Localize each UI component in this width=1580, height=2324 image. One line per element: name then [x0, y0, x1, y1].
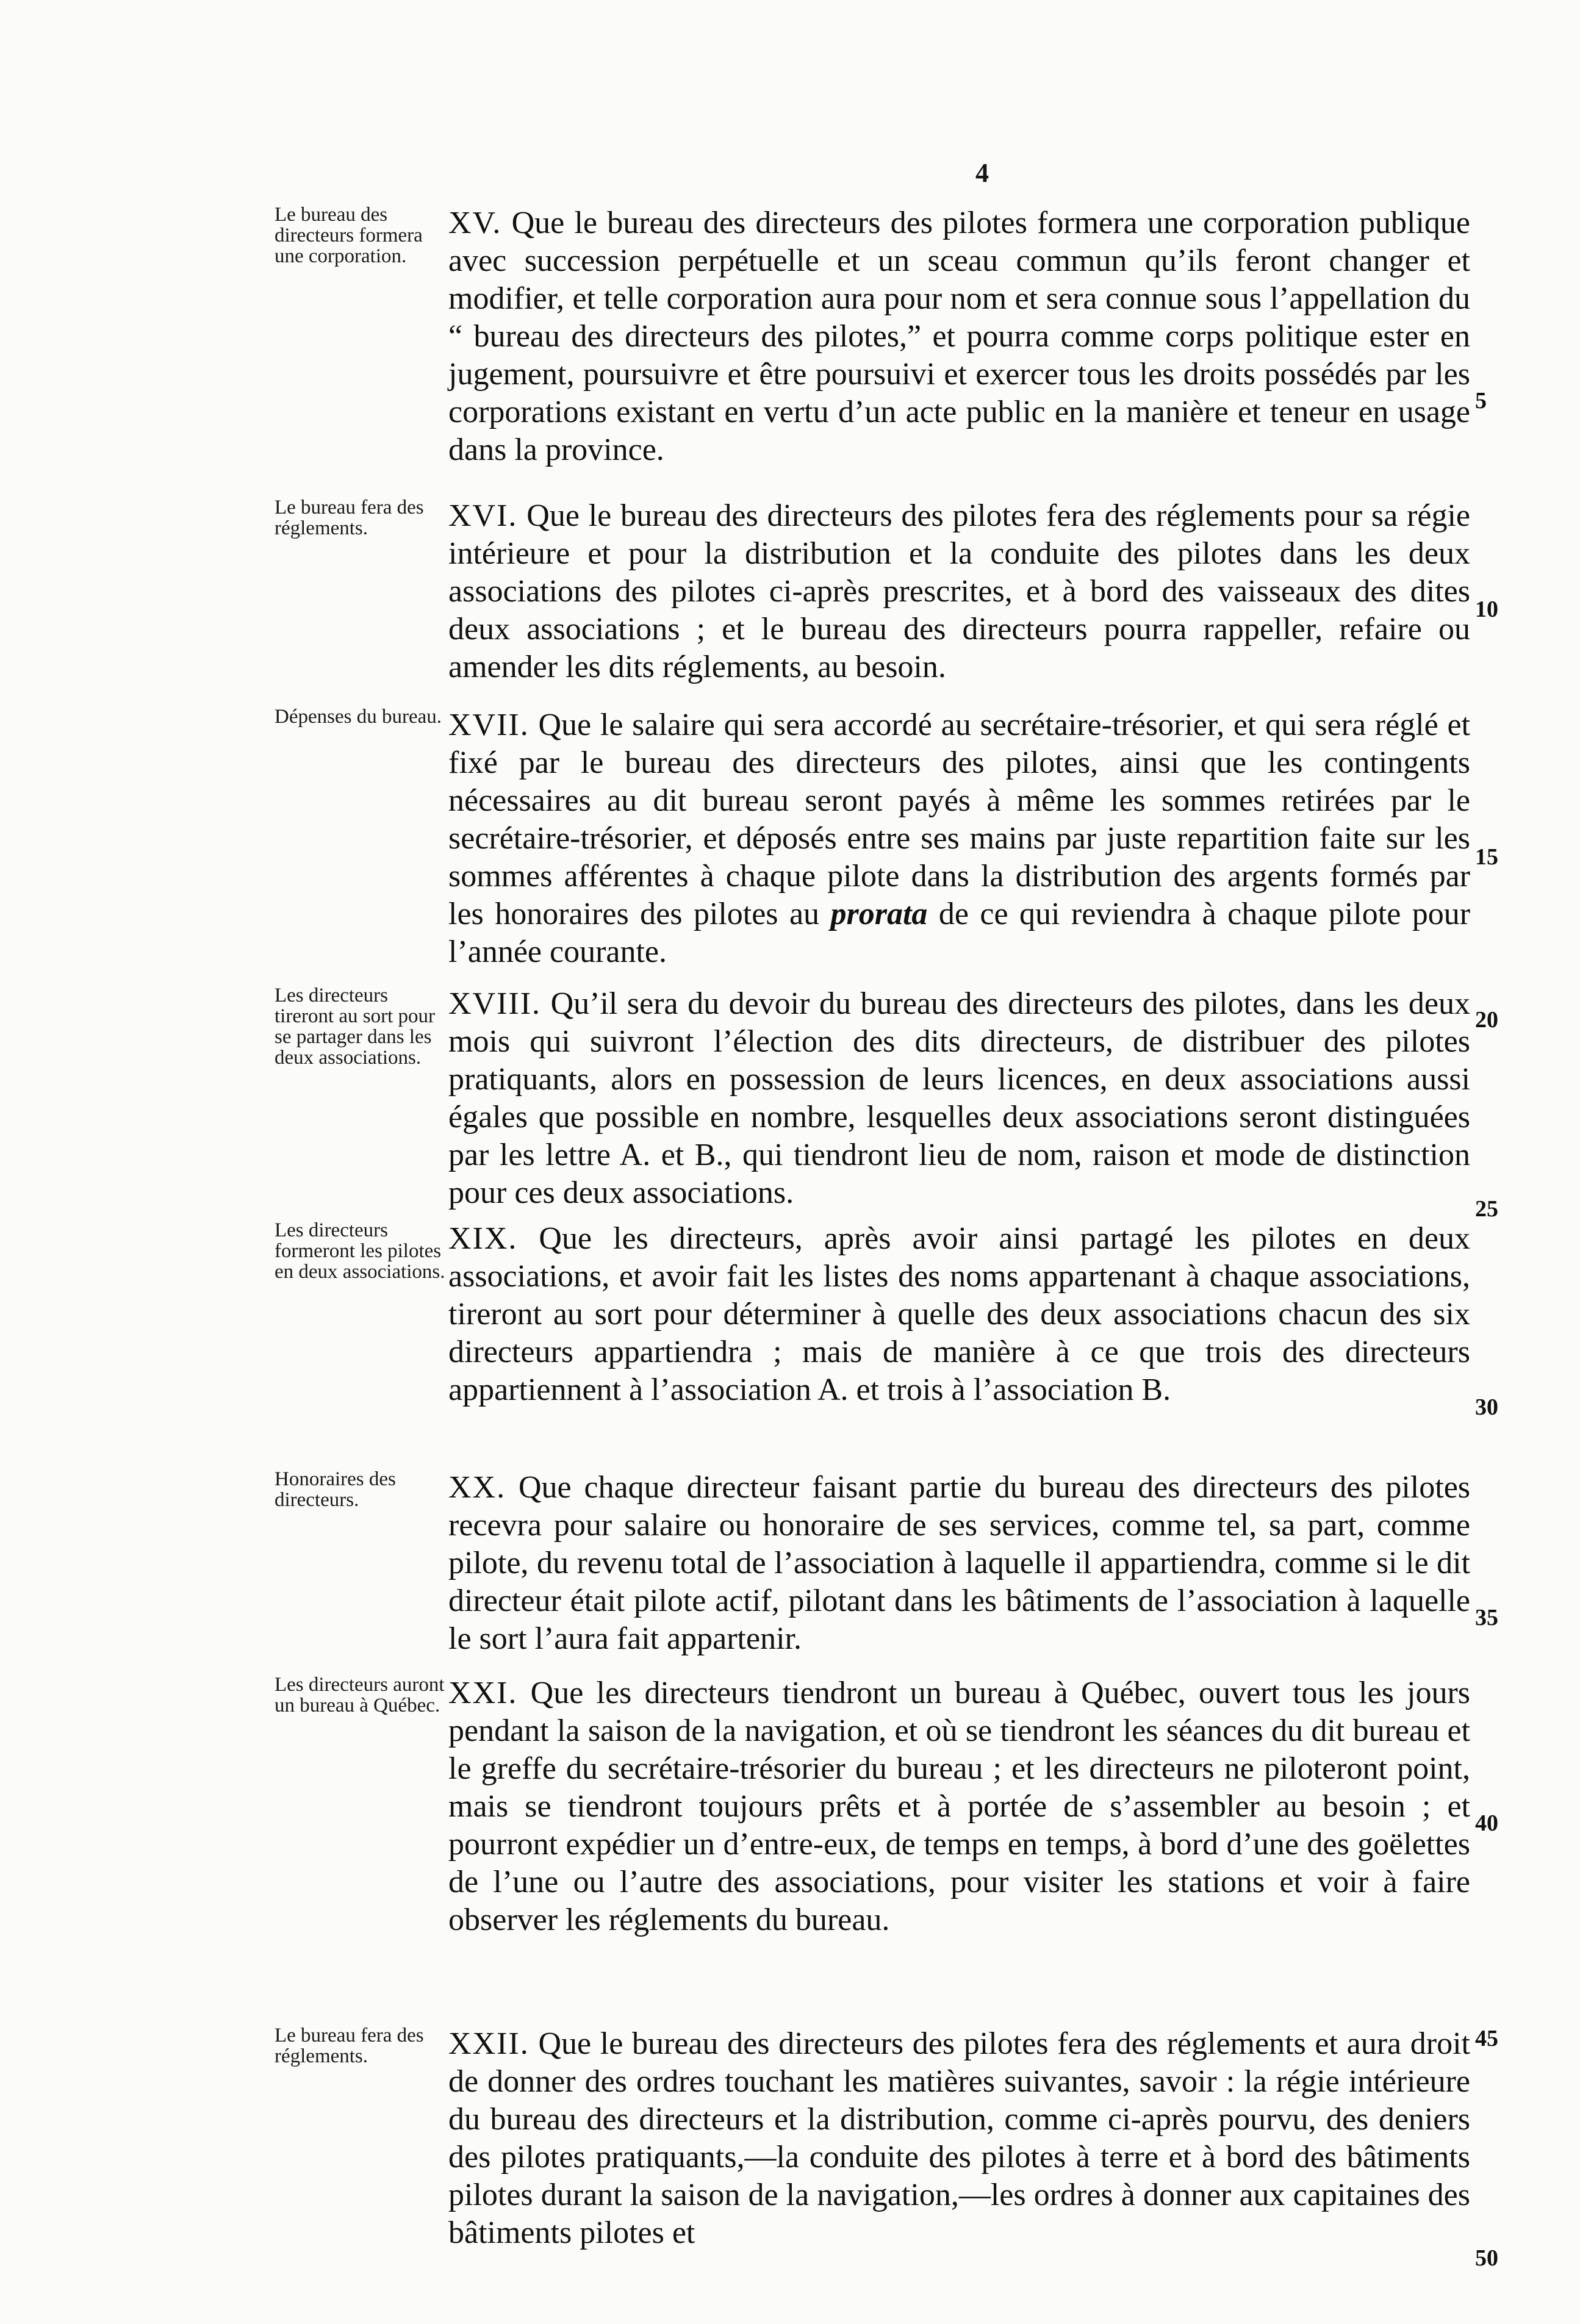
- margin-note: Les directeurs formeront les pilotes en deux associations.: [275, 1219, 445, 1283]
- margin-note: Les directeurs tireront au sort pour se partager dans les deux associations.: [275, 984, 436, 1069]
- line-number: 15: [1475, 844, 1498, 870]
- line-number: 40: [1475, 1810, 1498, 1836]
- section-number: XV.: [448, 206, 502, 240]
- section-body-start: Que le salaire qui sera accordé au secrétaire-trésorier, et qui sera réglé et fixé par le bureau des directeurs des pilotes, ainsi que les contingents nécessaires au dit bureau seront payés à même les sommes retirées par le secrétaire-trésorier, et déposés entre ses mains par juste repartition faite sur les sommes afférentes à chaque pilote dans la distribution des argents formés par les honoraires des pilotes au: [448, 708, 1470, 931]
- margin-note: Le bureau des directeurs formera une corporation.: [275, 204, 423, 267]
- section-body: Que le bureau des directeurs des pilotes fera des réglements pour sa régie intérieure et pour la distribution et la conduite des pilotes dans les deux associations des pilotes ci-après prescrites, et à bord des vaisseaux des dites deux associations ; et le bureau des directeurs pourra rappeller, refaire ou amender les dits réglements, au besoin.: [448, 498, 1471, 684]
- line-number: 10: [1475, 597, 1498, 622]
- section-number: XVIII.: [448, 986, 542, 1021]
- section-number: XIX.: [448, 1221, 518, 1256]
- line-number: 35: [1475, 1605, 1498, 1630]
- line-number: 5: [1475, 388, 1487, 414]
- section-text: [448, 1220, 1470, 1409]
- section-body: Que les directeurs, après avoir ainsi partagé les pilotes en deux associations, et avoir fait les listes des noms appartenant à chaque associations, tireront au sort pour déterminer à quelle des deux associations chacun des six directeurs appartiendra ; mais de manière à ce que trois des directeurs appartiennent à l’association A. et trois à l’association B.: [448, 1221, 1470, 1407]
- margin-note: Les directeurs auront un bureau à Québec.: [275, 1674, 445, 1716]
- section-number: XXII.: [448, 2026, 530, 2061]
- section-number: XVII.: [448, 708, 530, 742]
- section-text: [448, 706, 1470, 971]
- line-number: 20: [1475, 1007, 1498, 1033]
- section-text: [448, 2025, 1470, 2252]
- margin-note: Honoraires des directeurs.: [275, 1468, 396, 1511]
- section-body: Qu’il sera du devoir du bureau des directeurs des pilotes, dans les deux mois qui suivront l’élection des dits directeurs, de distribuer des pilotes pratiquants, alors en possession de leurs licences, en deux associations aussi égales que possible en nombre, lesquelles deux associations seront distinguées par les lettre A. et B., qui tiendront lieu de nom, raison et mode de distinction pour ces deux associations.: [448, 986, 1470, 1210]
- section-text: [448, 985, 1470, 1212]
- section-text: [448, 1674, 1470, 1939]
- section-body-end: de ce qui reviendra à chaque pilote pour l’année courante.: [448, 897, 1471, 969]
- section-number: XXI.: [448, 1676, 518, 1710]
- line-number: 30: [1475, 1394, 1498, 1420]
- section-text: [448, 497, 1470, 686]
- section-body: Que le bureau des directeurs des pilotes fera des réglements et aura droit de donner des ordres touchant les matières suivantes, savoir : la régie intérieure du bureau des directeurs et la distribution, comme ci-après pourvu, des deniers des pilotes pratiquants,—la conduite des pilotes à terre et à bord des bâtiments pilotes durant la saison de la navigation,—les ordres à donner aux capitaines des bâtiments pilotes et: [448, 2026, 1471, 2250]
- section-body: Que chaque directeur faisant partie du bureau des directeurs des pilotes recevra pour salaire ou honoraire de ses services, comme tel, sa part, comme pilote, du revenu total de l’association à laquelle il appartiendra, comme si le dit directeur était pilote actif, pilotant dans les bâtiments de l’association à laquelle le sort l’aura fait appartenir.: [448, 1470, 1471, 1656]
- margin-note: Le bureau fera des réglements.: [275, 497, 424, 539]
- margin-note: Le bureau fera des réglements.: [275, 2025, 424, 2067]
- section-body: Que le bureau des directeurs des pilotes formera une corporation publique avec succession perpétuelle et un sceau commun qu’ils feront changer et modifier, et telle corporation aura pour nom et sera connue sous l’appellation du “ bureau des directeurs des pilotes,” et pourra comme corps politique ester en jugement, poursuivre et être poursuivi et exercer tous les droits possédés par les corporations existant en vertu d’un acte public en la manière et teneur en usage dans la province.: [448, 206, 1471, 467]
- section-emphasis: prorata: [830, 897, 928, 931]
- margin-note: Dépenses du bureau.: [275, 706, 442, 728]
- section-number: XVI.: [448, 498, 518, 533]
- section-text: [448, 1469, 1470, 1658]
- page-number: 4: [975, 158, 989, 188]
- section-body: Que les directeurs tiendront un bureau à Québec, ouvert tous les jours pendant la saison de la navigation, et où se tiendront les séances du dit bureau et le greffe du secrétaire-trésorier du bureau ; et les directeurs ne piloteront point, mais se tiendront toujours prêts et à portée de s’assembler au besoin ; et pourront expédier un d’entre-eux, de temps en temps, à bord d’une des goëlettes de l’une ou l’autre des associations, pour visiter les stations et voir à faire observer les réglements du bureau.: [448, 1676, 1470, 1937]
- section-number: XX.: [448, 1470, 506, 1505]
- line-number: 50: [1475, 2245, 1498, 2271]
- section-text: [448, 204, 1470, 469]
- line-number: 25: [1475, 1196, 1498, 1222]
- line-number: 45: [1475, 2026, 1498, 2051]
